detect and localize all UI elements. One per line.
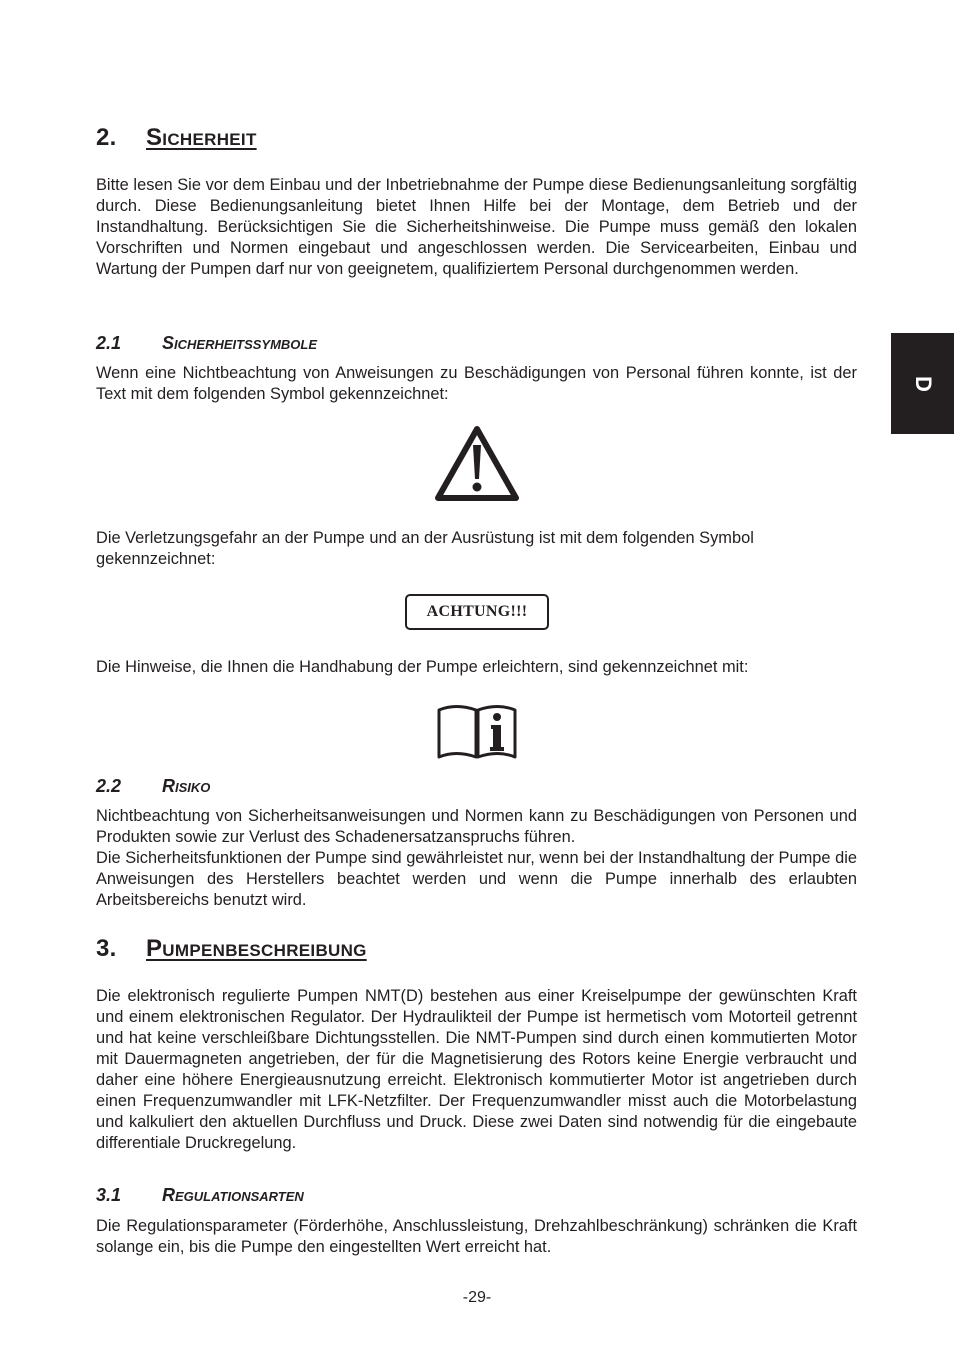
section-3-heading [96,935,367,963]
section-2-1-text-2: Die Verletzungsgefahr an der Pumpe und an der Ausrüstung ist mit dem folgenden Symbol gekennzeichnet: [96,529,754,568]
section-2-2-text-2: Die Sicherheitsfunktionen der Pumpe sind gewährleistet nur, wenn bei der Instandhaltung der Pumpe die Anweisungen des Herstellers beachtet werden und wenn die Pumpe innerhalb des erlaubten Arbeitsbereichs benutzt wird. [96,849,857,909]
language-tab-label: D [910,375,936,392]
section-number: 3.1 [96,1185,122,1205]
section-3-1-text: Die Regulationsparameter (Förderhöhe, Anschlussleistung, Drehzahlbeschränkung) schränken die Kraft solange ein, bis die Pumpe den eingestellten Wert erreicht hat. [96,1217,857,1256]
section-2-1-heading [96,333,317,354]
language-tab [891,333,954,434]
section-2-2-text-1: Nichtbeachtung von Sicherheitsanweisungen und Normen kann zu Beschädigungen von Personen und Produkten sowie zur Verlust des Schadenersatzanspruchs führen. [96,807,857,846]
section-title: Regulationsarten [162,1185,304,1205]
section-title: Sicherheit [146,124,257,151]
section-3-text: Die elektronisch regulierte Pumpen NMT(D) bestehen aus einer Kreiselpumpe der gewünschten Kraft und einem elektronischen Regulator. Der Hydraulikteil der Pumpe ist hermetisch vom Motorteil getrennt und hat keine verschleißbare Dichtungsstellen. Die NMT-Pumpen sind durch einen kommutierten Motor mit Dauermagneten angetrieben, der für die Magnetisierung des Rotors keine Energie verbraucht und daher eine höhere Energieausnutzung erreicht. Elektronisch kommutierter Motor ist angetrieben durch einen Frequenzumwandler mit LFK-Netzfilter. Der Frequenzumwandler misst auch die Motorbelastung und kalkuliert den aktuellen Durchfluss und Druck. Diese zwei Daten sind notwendig für die eingebaute differentiale Druckregelung. [96,987,857,1152]
section-title: Pumpenbeschreibung [146,935,367,962]
section-2-2-heading [96,776,210,797]
section-number: 2.1 [96,333,122,353]
page-number: -29- [462,1289,492,1306]
warning-triangle-icon [434,425,520,503]
section-2-1-text-3: Die Hinweise, die Ihnen die Handhabung der Pumpe erleichtern, sind gekennzeichnet mit: [96,658,749,676]
section-number: 2. [96,124,117,151]
section-title: Risiko [162,776,211,796]
achtung-label: ACHTUNG!!! [426,603,528,620]
section-number: 2.2 [96,776,122,796]
section-2-text: Bitte lesen Sie vor dem Einbau und der Inbetriebnahme der Pumpe diese Bedienungsanleitung sorgfältig durch. Diese Bedienungsanleitung bietet Ihnen Hilfe bei der Montage, dem Betrieb und der Instandhaltung. Berücksichtigen Sie die Sicherheitshinweise. Die Pumpe muss gemäß den lokalen Vorschriften und Normen eingebaut und angeschlossen werden. Die Servicearbeiten, Einbau und Wartung der Pumpen darf nur von geeignetem, qualifiziertem Personal durchgenommen werden. [96,176,857,278]
section-title: Sicherheitssymbole [162,333,318,353]
section-2-1-text-1: Wenn eine Nichtbeachtung von Anweisungen zu Beschädigungen von Personal führen konnte, ist der Text mit dem folgenden Symbol gekennzeichnet: [96,364,857,403]
section-number: 3. [96,935,117,962]
manual-info-icon [436,702,518,760]
section-3-1-heading [96,1185,304,1206]
section-2-heading [96,124,257,152]
achtung-symbol [405,594,549,630]
